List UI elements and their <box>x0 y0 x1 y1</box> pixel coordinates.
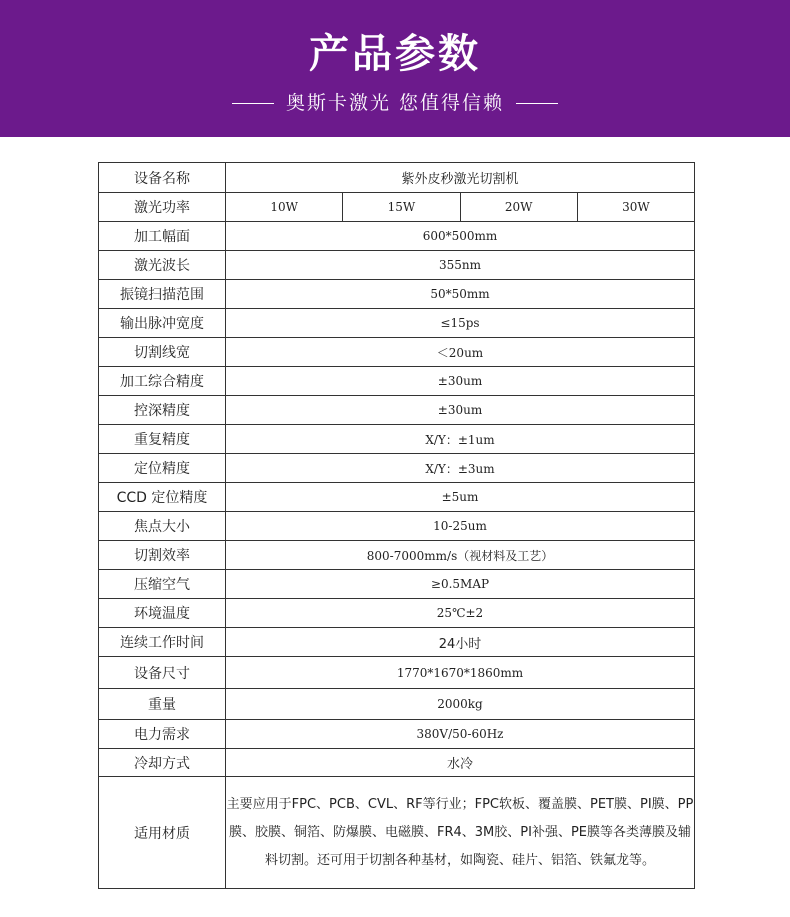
spec-label: 环境温度 <box>99 599 226 628</box>
spec-label: 控深精度 <box>99 396 226 425</box>
spec-label: 激光功率 <box>99 193 226 222</box>
spec-row <box>99 720 695 749</box>
spec-value: 2000kg <box>226 689 695 720</box>
spec-row <box>99 280 695 309</box>
spec-value: ≥0.5MAP <box>226 570 695 599</box>
spec-row <box>99 483 695 512</box>
spec-value: 10-25um <box>226 512 695 541</box>
spec-row <box>99 222 695 251</box>
spec-row-device-name <box>99 163 695 193</box>
spec-row <box>99 541 695 570</box>
spec-label: 连续工作时间 <box>99 628 226 657</box>
spec-value: 水冷 <box>226 749 695 777</box>
spec-label: 输出脉冲宽度 <box>99 309 226 338</box>
spec-table-body <box>99 163 695 889</box>
spec-label: 适用材质 <box>99 777 226 889</box>
spec-label: 设备尺寸 <box>99 657 226 689</box>
spec-value: 355nm <box>226 251 695 280</box>
spec-label: 定位精度 <box>99 454 226 483</box>
power-option: 20W <box>460 193 577 222</box>
spec-label: 重复精度 <box>99 425 226 454</box>
spec-value: X/Y：±1um <box>226 425 695 454</box>
spec-label: 加工综合精度 <box>99 367 226 396</box>
spec-row <box>99 570 695 599</box>
spec-row <box>99 628 695 657</box>
spec-label: 压缩空气 <box>99 570 226 599</box>
power-option: 15W <box>343 193 460 222</box>
spec-label: 焦点大小 <box>99 512 226 541</box>
spec-value: 25℃±2 <box>226 599 695 628</box>
spec-value: ±30um <box>226 396 695 425</box>
spec-label: 设备名称 <box>99 163 226 193</box>
spec-row <box>99 689 695 720</box>
spec-value: 紫外皮秒激光切割机 <box>226 163 695 193</box>
power-option: 30W <box>577 193 694 222</box>
spec-table <box>98 162 695 889</box>
divider-right <box>516 103 558 104</box>
spec-label: 激光波长 <box>99 251 226 280</box>
banner-subtitle: 奥斯卡激光 您值得信赖 <box>285 92 505 114</box>
spec-label: 振镜扫描范围 <box>99 280 226 309</box>
spec-row <box>99 749 695 777</box>
banner-subtitle-group <box>0 90 790 116</box>
spec-row-laser-power <box>99 193 695 222</box>
spec-label: 加工幅面 <box>99 222 226 251</box>
spec-row <box>99 425 695 454</box>
spec-row-applicable-materials <box>99 777 695 889</box>
spec-row <box>99 367 695 396</box>
spec-row <box>99 512 695 541</box>
spec-value: ＜20um <box>226 338 695 367</box>
spec-label: 切割效率 <box>99 541 226 570</box>
spec-row <box>99 454 695 483</box>
spec-label: CCD 定位精度 <box>99 483 226 512</box>
spec-row <box>99 309 695 338</box>
divider-left <box>232 103 274 104</box>
spec-value: ≤15ps <box>226 309 695 338</box>
spec-row <box>99 657 695 689</box>
spec-value: 50*50mm <box>226 280 695 309</box>
spec-value: 800-7000mm/s（视材料及工艺） <box>226 541 695 570</box>
spec-value: X/Y：±3um <box>226 454 695 483</box>
spec-value: 1770*1670*1860mm <box>226 657 695 689</box>
spec-row <box>99 251 695 280</box>
spec-value: ±5um <box>226 483 695 512</box>
spec-label: 重量 <box>99 689 226 720</box>
spec-row <box>99 396 695 425</box>
spec-label: 冷却方式 <box>99 749 226 777</box>
spec-row <box>99 338 695 367</box>
spec-value: ±30um <box>226 367 695 396</box>
spec-value: 600*500mm <box>226 222 695 251</box>
spec-label: 切割线宽 <box>99 338 226 367</box>
power-option: 10W <box>226 193 343 222</box>
header-banner <box>0 0 790 137</box>
spec-row <box>99 599 695 628</box>
page-title: 产品参数 <box>309 31 481 77</box>
spec-label: 电力需求 <box>99 720 226 749</box>
spec-value: 主要应用于FPC、PCB、CVL、RF等行业；FPC软板、覆盖膜、PET膜、PI膜、PP膜、胶膜、铜箔、防爆膜、电磁膜、FR4、3M胶、PI补强、PE膜等各类薄膜及辅料切割。还可用于切割各种基材，如陶瓷、硅片、铝箔、铁氟龙等。 <box>226 777 695 889</box>
spec-value: 24小时 <box>226 628 695 657</box>
spec-value: 380V/50-60Hz <box>226 720 695 749</box>
